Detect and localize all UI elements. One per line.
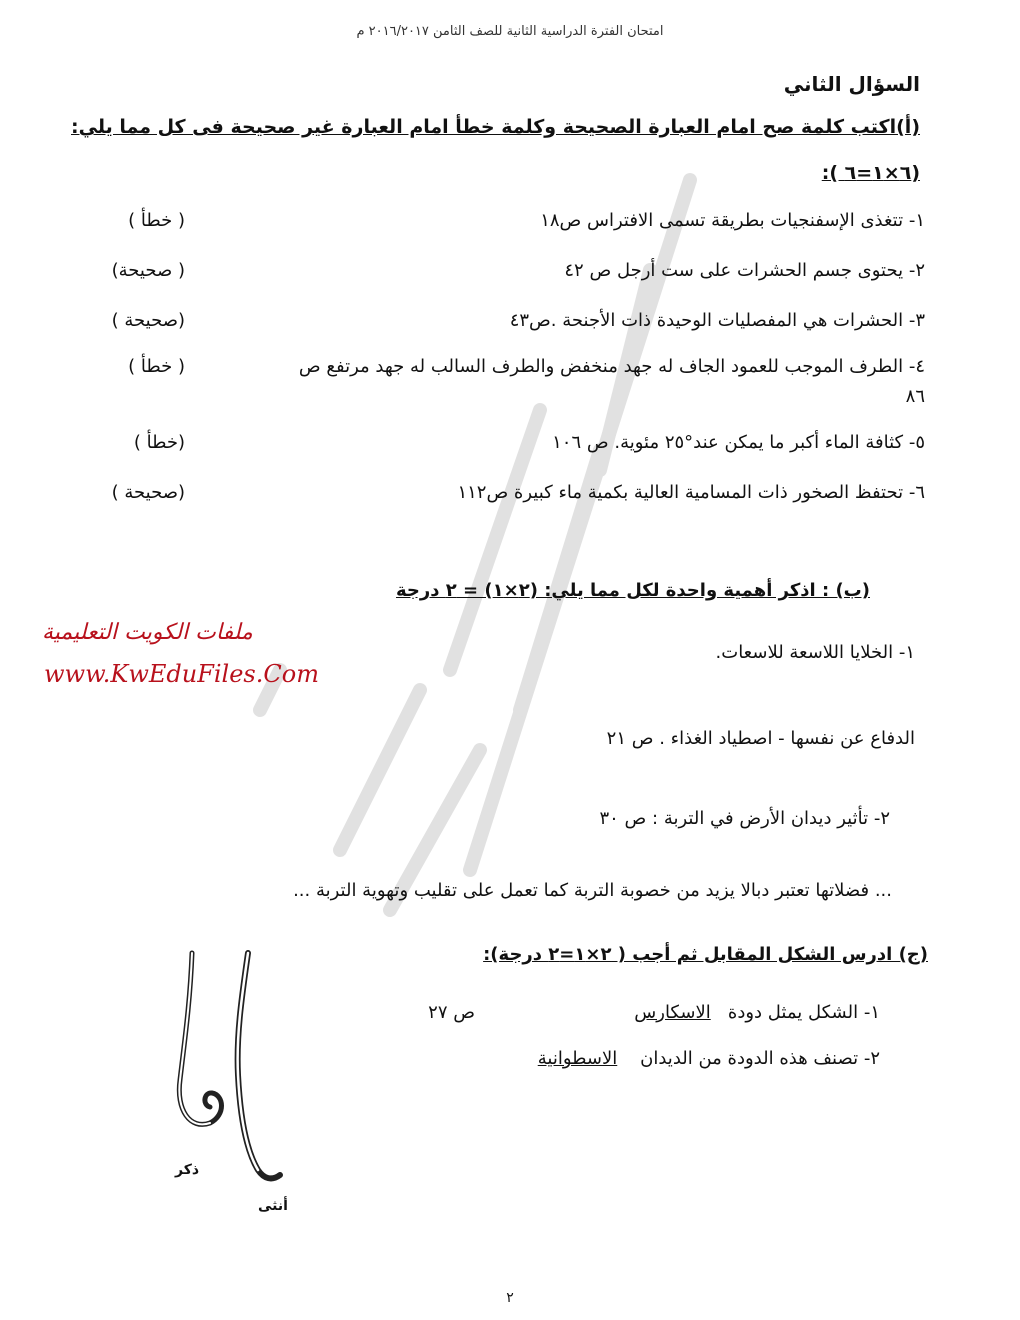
- statement-2: ٢- يحتوى جسم الحشرات على ست أرجل ص ٤٢: [564, 260, 925, 281]
- section-c-q2-prefix: ٢- تصنف هذه الدودة من الديدان: [640, 1048, 880, 1069]
- figure-label-female: أنثى: [258, 1198, 288, 1214]
- section-c-q2: [538, 1048, 880, 1069]
- answer-6: (صحيحة ): [111, 482, 185, 503]
- answer-4: ( خطأ ): [128, 356, 185, 377]
- section-c-q1-page: ص ٢٧: [428, 1002, 475, 1023]
- section-a-instruction: (أ)اكتب كلمة صح امام العبارة الصحيحة وكلمة خطأ امام العبارة غير صحيحة فى كل مما يلي:: [71, 116, 920, 138]
- section-b-q1: ١- الخلايا اللاسعة للاسعات.: [715, 642, 915, 663]
- figure-label-male: ذكر: [175, 1162, 200, 1178]
- section-b-a1: الدفاع عن نفسها - اصطياد الغذاء . ص ٢١: [606, 728, 915, 749]
- ascaris-figure: [140, 945, 320, 1185]
- statement-1: ١- تتغذى الإسفنجيات بطريقة تسمى الافتراس ص١٨: [540, 210, 925, 231]
- statement-6: ٦- تحتفظ الصخور ذات المسامية العالية بكمية ماء كبيرة ص١١٢: [457, 482, 925, 503]
- statement-4-continued: ٨٦: [905, 386, 925, 407]
- exam-header: امتحان الفترة الدراسية الثانية للصف الثامن ٢٠١٦/٢٠١٧ م: [356, 24, 664, 39]
- question-title: السؤال الثاني: [783, 72, 920, 96]
- watermark-arabic: ملفات الكويت التعليمية: [42, 620, 253, 645]
- answer-2: ( صحيحة): [111, 260, 185, 281]
- section-c-q1-answer: الاسكارس: [634, 1002, 711, 1023]
- section-c-q1: [634, 1002, 880, 1023]
- statement-3: ٣- الحشرات هي المفصليات الوحيدة ذات الأجنحة .ص٤٣: [509, 310, 925, 331]
- answer-3: (صحيحة ): [111, 310, 185, 331]
- section-c-q1-prefix: ١- الشكل يمثل دودة: [727, 1002, 880, 1023]
- section-c-instruction: (ج) ادرس الشكل المقابل ثم أجب ( ٢×١=٢ درجة):: [483, 944, 928, 965]
- section-b-q2: ٢- تأثير ديدان الأرض في التربة : ص ٣٠: [599, 808, 890, 829]
- statement-5: ٥- كثافة الماء أكبر ما يمكن عند°٢٥ مئوية. ص ١٠٦: [552, 432, 925, 453]
- section-b-instruction: (ب) : اذكر أهمية واحدة لكل مما يلي: (٢×١) = ٢ درجة: [396, 580, 870, 601]
- answer-1: ( خطأ ): [128, 210, 185, 231]
- section-b-a2: ... فضلاتها تعتبر دبالا يزيد من خصوبة التربة كما تعمل على تقليب وتهوية التربة ...: [293, 880, 892, 901]
- section-c-q2-answer: الاسطوانية: [537, 1048, 618, 1069]
- page-number: ٢: [506, 1290, 514, 1306]
- answer-5: (خطأ ): [133, 432, 185, 453]
- section-a-marks: :( ٦×١=٦): [821, 162, 920, 184]
- statement-4: ٤- الطرف الموجب للعمود الجاف له جهد منخفض والطرف السالب له جهد مرتفع ص: [298, 356, 925, 377]
- watermark-url[interactable]: www.KwEduFiles.Com: [44, 660, 319, 688]
